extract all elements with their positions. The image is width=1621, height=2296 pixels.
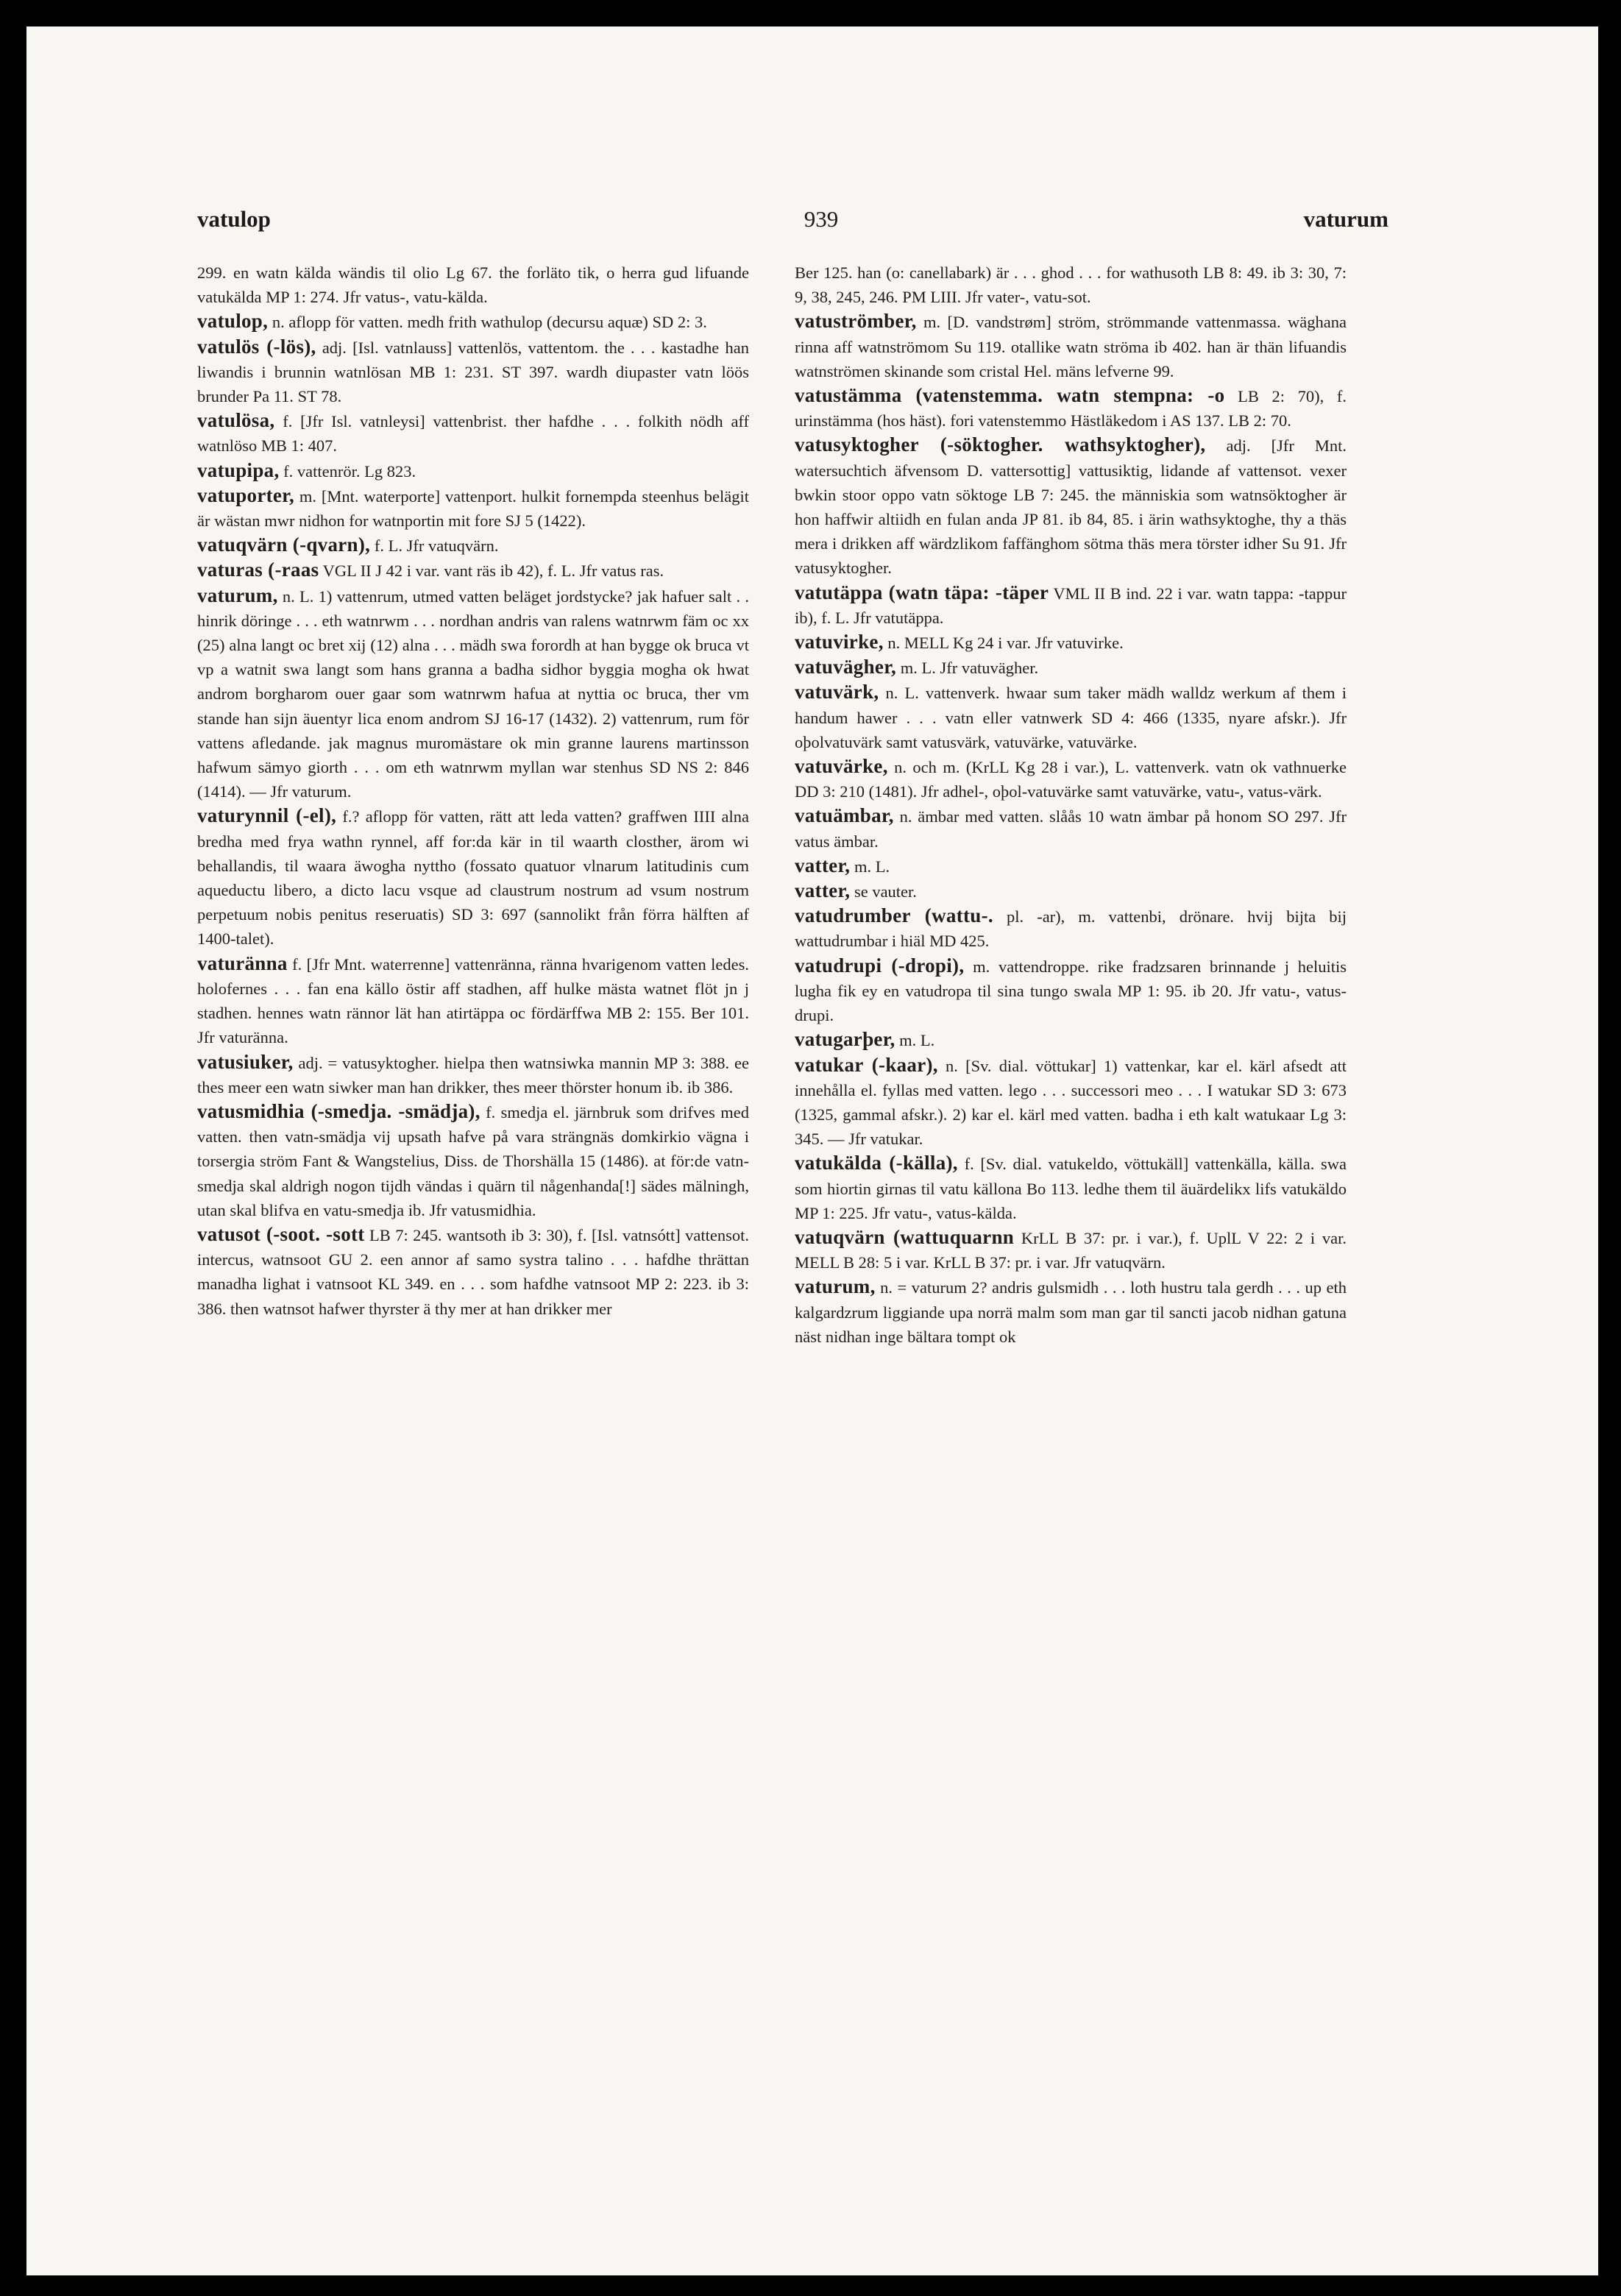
entry-body: n. = vaturum 2? andris gulsmidh . . . loth hustru tala gerdh . . . up eth kalgardzrum liggiande upa norrä malm som man gar til sancti jacob nidhan gatuna näst nidhan inge bältara tompt ok: [795, 1278, 1347, 1346]
dictionary-page: [26, 26, 1598, 2275]
entry-body: adj. = vatusyktogher. hielpa then watnsiwka mannin MP 3: 388. ee thes meer een watn siwker man han drikker, thes meer thörster honum ib. ib 386.: [197, 1053, 749, 1096]
entry-body: m. [D. vandstrøm] ström, strömmande vattenmassa. wäghana rinna aff watnströmom Su 119. otallike watn ströma ib 402. han är thän lifuandis watnströmen skinande som cristal Hel. mäns lefverne 99.: [795, 313, 1347, 380]
entry-headword: vaturynnil (-el),: [197, 804, 337, 827]
dictionary-entry: [795, 1027, 1347, 1052]
dictionary-entry: [795, 1151, 1347, 1225]
dictionary-entry: [795, 754, 1347, 804]
entry-body: se vauter.: [854, 882, 917, 901]
entry-headword: vatugarþer,: [795, 1028, 895, 1051]
entry-body: LB 2: 70), f. urinstämma (hos häst). fori vatenstemmo Hästläkedom i AS 137. LB 2: 70.: [795, 387, 1347, 431]
entry-body: f. [Jfr Mnt. waterrenne] vattenränna, ränna hvarigenom vatten ledes. holofernes . . . fan ena källo östir aff stadhen, aff hulke mästa watnet flöt jn j stadhen. hennes watn rännor lät han atirtäppa oc fördärffwa MB 2: 155. Ber 101. Jfr vaturänna.: [197, 954, 749, 1047]
entry-body: f. [Jfr Isl. vatnleysi] vattenbrist. ther hafdhe . . . folkith nödh aff watnlöso MB 1: 407.: [197, 412, 750, 456]
page-number: 939: [804, 206, 839, 232]
dictionary-entry: [197, 804, 749, 951]
entry-body: m. vattendroppe. rike fradzsaren brinnande j heluitis lugha fik ey en vatudropa til sina tungo swala MP 1: 95. ib 20. Jfr vatu-, vatus-drupi.: [795, 957, 1347, 1025]
entry-headword: vatulös (-lös),: [197, 335, 316, 358]
entry-headword: vatudrumber (wattu-.: [795, 904, 993, 927]
dictionary-entry: [795, 680, 1347, 754]
entry-headword: vatter,: [795, 854, 851, 876]
entry-body: n. L. vattenverk. hwaar sum taker mädh walldz werkum af them i handum hawer . . . vatn eller vatnwerk SD 4: 466 (1335, nyare afskr.). Jfr oþolvatuvärk samt vatusvärk, vatuvärke, vatuvärke.: [795, 684, 1347, 751]
entry-body: 299. en watn kälda wändis til olio Lg 67. the forläto tik, o herra gud lifuande vatukälda MP 1: 274. Jfr vatus-, vatu-kälda.: [197, 263, 749, 307]
dictionary-entry: [197, 408, 749, 458]
entry-body: LB 7: 245. wantsoth ib 3: 30), f. [Isl. vatnsótt] vattensot. intercus, watnsoot GU 2. een annor af samo systra talino . . . hafdhe thrättan manadha lighat i vatnsoot KL 349. en . . . som hafdhe vatnsoot MP 2: 223. ib 3: 386. then watnsot hafwer thyrster ä thy mer at han drikker mer: [197, 1225, 750, 1318]
dictionary-entry: [795, 309, 1347, 383]
entry-headword: vatudrupi (-dropi),: [795, 954, 965, 977]
entry-headword: vatupipa,: [197, 458, 280, 481]
entry-body: adj. [Jfr Mnt. watersuchtich äfvensom D. vattersottig] vattusiktig, lidande af vattensot. vexer bwkin stoor oppo vatn söktoge LB 7: 245. the människia som watnsöktogher är hon haffwir altiidh en fulan anda JP 81. ib 84, 85. i ärin wathsyktoghe, thy a thäs mera i drikken aff wärdzlikom faffänghom sötma thäs mera törster idher Su 91. Jfr vatusyktogher.: [795, 436, 1347, 578]
running-header: [26, 206, 1598, 235]
entry-headword: vatuqvärn (-qvarn),: [197, 534, 371, 556]
entry-headword: vatutäppa (watn täpa: -täper: [795, 581, 1049, 603]
entry-body: VML II B ind. 22 i var. watn tappa: -tappur ib), f. L. Jfr vatutäppa.: [795, 584, 1347, 627]
dictionary-entry: [197, 1099, 749, 1222]
entry-headword: vatukar (-kaar),: [795, 1053, 938, 1076]
entry-headword: vatuämbar,: [795, 804, 894, 827]
dictionary-entry: [197, 952, 749, 1050]
entry-headword: vatulop,: [197, 310, 269, 333]
dictionary-entry: [795, 581, 1347, 630]
entry-headword: vatusyktogher (-söktogher. wathsyktogher),: [795, 433, 1206, 456]
entry-headword: vatusiuker,: [197, 1050, 294, 1073]
entry-headword: vatusot (-soot. -sott: [197, 1222, 365, 1245]
entry-body: n. MELL Kg 24 i var. Jfr vatuvirke.: [887, 634, 1124, 653]
entry-body: n. och m. (KrLL Kg 28 i var.), L. vattenverk. vatn ok vathnuerke DD 3: 210 (1481). Jfr adhel-, oþol-vatuvärke samt vatuvärke, vatu-, vatus-värk.: [795, 758, 1347, 801]
entry-body: f. L. Jfr vatuqvärn.: [374, 536, 499, 556]
dictionary-entry: [197, 533, 749, 558]
dictionary-entry: [197, 483, 749, 533]
entry-body: n. [Sv. dial. vöttukar] 1) vattenkar, kar el. kärl afsedt att innehålla el. fyllas med vatten. lego . . . successori meo . . . I watukar SD 3: 673 (1325, gammal afskr.). 2) kar el. kärl med vatten. badha i eth kalt watukaar Lg 3: 345. — Jfr vatukar.: [795, 1056, 1347, 1149]
entry-body: f.? aflopp för vatten, rätt att leda vatten? graffwen IIII alna bredha med frya wathn rynnel, aff for:da kär in til waarth closther, ärom wi behallandis, til waara äwogha nyttho (fossato quatuor vlnarum latitudinis cum aqueductu libero, a dicto lacu vsque ad claustrum nostrum ad vsum nostrum perpetuum nobis penitus reseruatis) SD 3: 697 (sannolikt från förra hälften af 1400-talet).: [197, 807, 750, 949]
entry-body: n. L. 1) vattenrum, utmed vatten beläget jordstycke? jak hafuer salt . . hinrik döringe . . . eth watnrwm . . . nordhan andris van ralens watnrwm fäm oc xx (25) alna langt oc bret xij (12) alna . . . mädh swa forordh at han bygge ok bruca vt vp a watnit swa langt som hans granna a badha sidhor byggia mogha ok hwat androm borgharom ouer gaar som watnrwm hafua at nyttia oc bruca, ther vm stande han sijn äuentyr lica enom androm SJ 16-17 (1432). 2) vattenrum, rum för vattens afledande. jak magnus muromästare ok min granne laurens martinsson hafwum sämyo giorth . . . om eth watnrwm myllan war stenhus SD NS 2: 846 (1414). — Jfr vaturum.: [197, 587, 749, 801]
dictionary-entry: [197, 1050, 749, 1099]
entry-headword: vatustämma (vatenstemma. watn stempna: -o: [795, 384, 1225, 407]
dictionary-entry: [795, 904, 1347, 953]
entry-body: KrLL B 37: pr. i var.), f. UplL V 22: 2 i var. MELL B 28: 5 i var. KrLL B 37: pr. i var. Jfr vatuqvärn.: [795, 1228, 1347, 1272]
entry-body: m. L.: [854, 857, 890, 876]
entry-headword: vatulösa,: [197, 409, 275, 432]
entry-body: n. ämbar med vatten. slåås 10 watn ämbar på honom SO 297. Jfr vatus ämbar.: [795, 807, 1347, 851]
entry-headword: vatter,: [795, 879, 851, 902]
dictionary-entry: [795, 854, 1347, 879]
dictionary-entry: [197, 335, 749, 409]
dictionary-entry: [197, 458, 749, 483]
dictionary-entry: [197, 558, 749, 583]
entry-headword: vaturas (-raas: [197, 559, 319, 581]
entry-body: f. vattenrör. Lg 823.: [283, 461, 416, 481]
entry-headword: vatukälda (-källa),: [795, 1152, 958, 1174]
entry-headword: vatuqvärn (wattuquarnn: [795, 1225, 1015, 1248]
dictionary-entry: [795, 879, 1347, 904]
entry-headword: vaturänna: [197, 952, 288, 974]
entry-body: f. [Sv. dial. vatukeldo, vöttukäll] vattenkälla, källa. swa som hiortin girnas til vatu källona Bo 113. ledhe them til äuärdelikx lifs vatukäldo MP 1: 225. Jfr vatu-, vatus-kälda.: [795, 1155, 1347, 1222]
dictionary-entry: [795, 655, 1347, 680]
entry-headword: vatuvärke,: [795, 755, 888, 778]
dictionary-entry: [795, 1225, 1347, 1275]
dictionary-entry: [795, 630, 1347, 655]
entry-headword: vatuströmber,: [795, 310, 917, 333]
dictionary-entry: [795, 1053, 1347, 1152]
dictionary-entry: [197, 1222, 749, 1321]
entry-body: pl. -ar), m. vattenbi, drönare. hvij bijta bij wattudrumbar i hiäl MD 425.: [795, 907, 1347, 951]
entry-headword: vaturum,: [197, 584, 278, 606]
header-right-guideword: vaturum: [1303, 206, 1388, 232]
entry-body: f. smedja el. järnbruk som drifves med vatten. then vatn-smädja vij upsath hafve på vara strängnäs domkirkio vägna i torsergia ström Fant & Wangstelius, Diss. de Thorshälla 15 (1486). at för:de vatn-smedja skal aldrigh nogon tijdh vändas i quärn til någenhanda[!] sädes mälningh, utan skal blifva en vatu-smedja ib. Jfr vatusmidhia.: [197, 1102, 749, 1219]
entry-headword: vaturum,: [795, 1275, 876, 1298]
dictionary-entry: [795, 1275, 1347, 1349]
entry-body: VGL II J 42 i var. vant räs ib 42), f. L. Jfr vatus ras.: [322, 561, 664, 581]
entry-headword: vatuvirke,: [795, 631, 884, 653]
entry-headword: vatuvärk,: [795, 681, 879, 704]
entry-body: m. L. Jfr vatuvägher.: [900, 659, 1039, 678]
entry-body: m. [Mnt. waterporte] vattenport. hulkit fornempda steenhus belägit är wästan mwr nidhon for watnportin mit fore SJ 5 (1422).: [197, 486, 749, 531]
header-left-guideword: vatulop: [197, 206, 271, 232]
entry-body: n. aflopp för vatten. medh frith wathulop (decursu aquæ) SD 2: 3.: [272, 313, 707, 332]
dictionary-entry: [795, 433, 1347, 580]
entry-body: m. L.: [899, 1031, 935, 1050]
dictionary-entry: [197, 584, 749, 804]
entry-headword: vatusmidhia (-smedja. -smädja),: [197, 1099, 480, 1122]
entry-body: Ber 125. han (o: canellabark) är . . . ghod . . . for wathusoth LB 8: 49. ib 3: 30, 7: 9, 38, 245, 246. PM LIII. Jfr vater-, vatu-sot.: [795, 263, 1347, 307]
dictionary-entry: [795, 804, 1347, 853]
entry-headword: vatuvägher,: [795, 656, 897, 678]
dictionary-entry: [197, 309, 749, 334]
right-column: [795, 261, 1347, 1349]
dictionary-entry: [795, 261, 1347, 309]
left-column: [197, 261, 749, 1321]
entry-headword: vatuporter,: [197, 483, 295, 506]
dictionary-entry: [795, 383, 1347, 433]
dictionary-entry: [795, 954, 1347, 1028]
dictionary-entry: [197, 261, 749, 309]
entry-body: adj. [Isl. vatnlauss] vattenlös, vattentom. the . . . kastadhe han liwandis i brunnin watnlösan MB 1: 231. ST 397. wardh diupaster vatn löös brunder Pa 11. ST 78.: [197, 338, 749, 406]
